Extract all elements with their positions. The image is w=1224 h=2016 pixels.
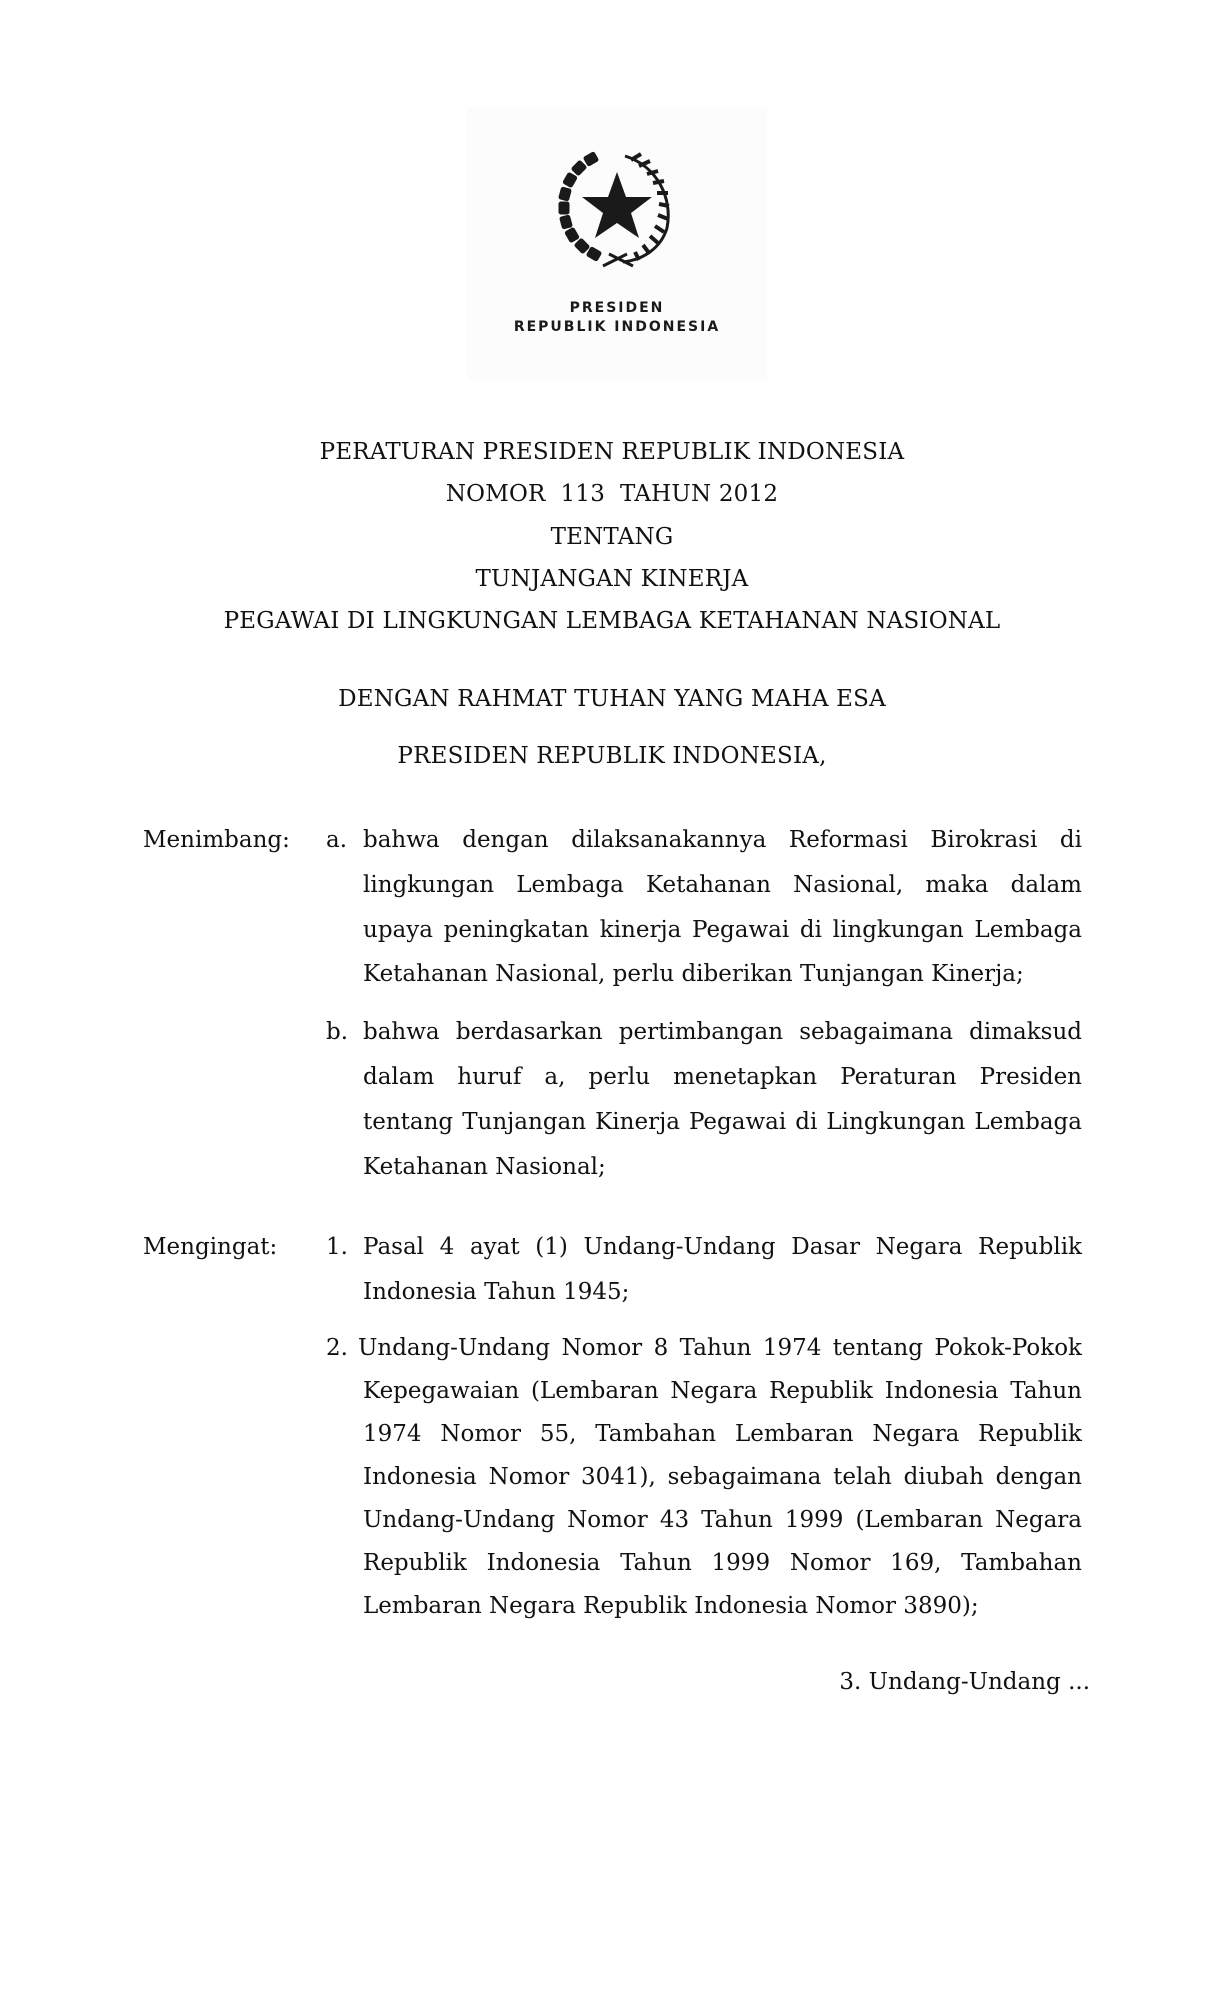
mengingat-item-2-line: 1974 Nomor 55, Tambahan Lembaran Negara Republik (363, 1421, 1082, 1447)
menimbang-item-b-line: Ketahanan Nasional; (363, 1154, 606, 1180)
menimbang-item-a-line: upaya peningkatan kinerja Pegawai di lingkungan Lembaga (363, 917, 1082, 943)
mengingat-item-1-line: Pasal 4 ayat (1) Undang-Undang Dasar Negara Republik (363, 1234, 1082, 1260)
menimbang-item-b-line: tentang Tunjangan Kinerja Pegawai di Lingkungan Lembaga (363, 1109, 1082, 1135)
mengingat-item-2-line: Republik Indonesia Tahun 1999 Nomor 169, Tambahan (363, 1550, 1082, 1576)
document-subject-line1: TUNJANGAN KINERJA (475, 566, 749, 592)
menimbang-item-b-line: dalam huruf a, perlu menetapkan Peraturan Presiden (363, 1064, 1082, 1090)
preamble-president: PRESIDEN REPUBLIK INDONESIA, (397, 743, 827, 769)
menimbang-item-b-marker: b. (326, 1019, 349, 1045)
preamble-invocation: DENGAN RAHMAT TUHAN YANG MAHA ESA (338, 686, 886, 712)
document-tentang: TENTANG (550, 524, 674, 550)
mengingat-item-2-line: Undang-Undang Nomor 8 Tahun 1974 tentang Pokok-Pokok (358, 1335, 1082, 1361)
menimbang-item-a-line: bahwa dengan dilaksanakannya Reformasi Birokrasi di (363, 827, 1082, 853)
menimbang-label: Menimbang: (143, 827, 290, 853)
mengingat-item-2-line: Undang-Undang Nomor 43 Tahun 1999 (Lembaran Negara (363, 1507, 1082, 1533)
mengingat-item-2-line: Lembaran Negara Republik Indonesia Nomor 3890); (363, 1593, 979, 1619)
document-title: PERATURAN PRESIDEN REPUBLIK INDONESIA (319, 439, 905, 465)
document-subject-line2: PEGAWAI DI LINGKUNGAN LEMBAGA KETAHANAN NASIONAL (223, 608, 1001, 634)
mengingat-item-1-line: Indonesia Tahun 1945; (363, 1279, 630, 1305)
mengingat-label: Mengingat: (143, 1234, 278, 1260)
mengingat-item-2-line: Indonesia Nomor 3041), sebagaimana telah diubah dengan (363, 1464, 1082, 1490)
mengingat-item-1-marker: 1. (326, 1234, 348, 1260)
menimbang-item-a-line: lingkungan Lembaga Ketahanan Nasional, maka dalam (363, 872, 1082, 898)
document-number: NOMOR 113 TAHUN 2012 (445, 481, 779, 507)
presidential-seal-icon (547, 138, 687, 278)
page-continuation-catchword: 3. Undang-Undang ... (839, 1669, 1090, 1695)
mengingat-item-2-marker: 2. (326, 1335, 348, 1361)
menimbang-item-a-line: Ketahanan Nasional, perlu diberikan Tunjangan Kinerja; (363, 961, 1024, 987)
menimbang-item-a-marker: a. (326, 827, 348, 853)
menimbang-item-b-line: bahwa berdasarkan pertimbangan sebagaimana dimaksud (363, 1019, 1082, 1045)
letterhead-caption-presiden: PRESIDEN (569, 300, 665, 316)
mengingat-item-2-line: Kepegawaian (Lembaran Negara Republik Indonesia Tahun (363, 1378, 1082, 1404)
letterhead-caption-republik-indonesia: REPUBLIK INDONESIA (513, 319, 721, 335)
